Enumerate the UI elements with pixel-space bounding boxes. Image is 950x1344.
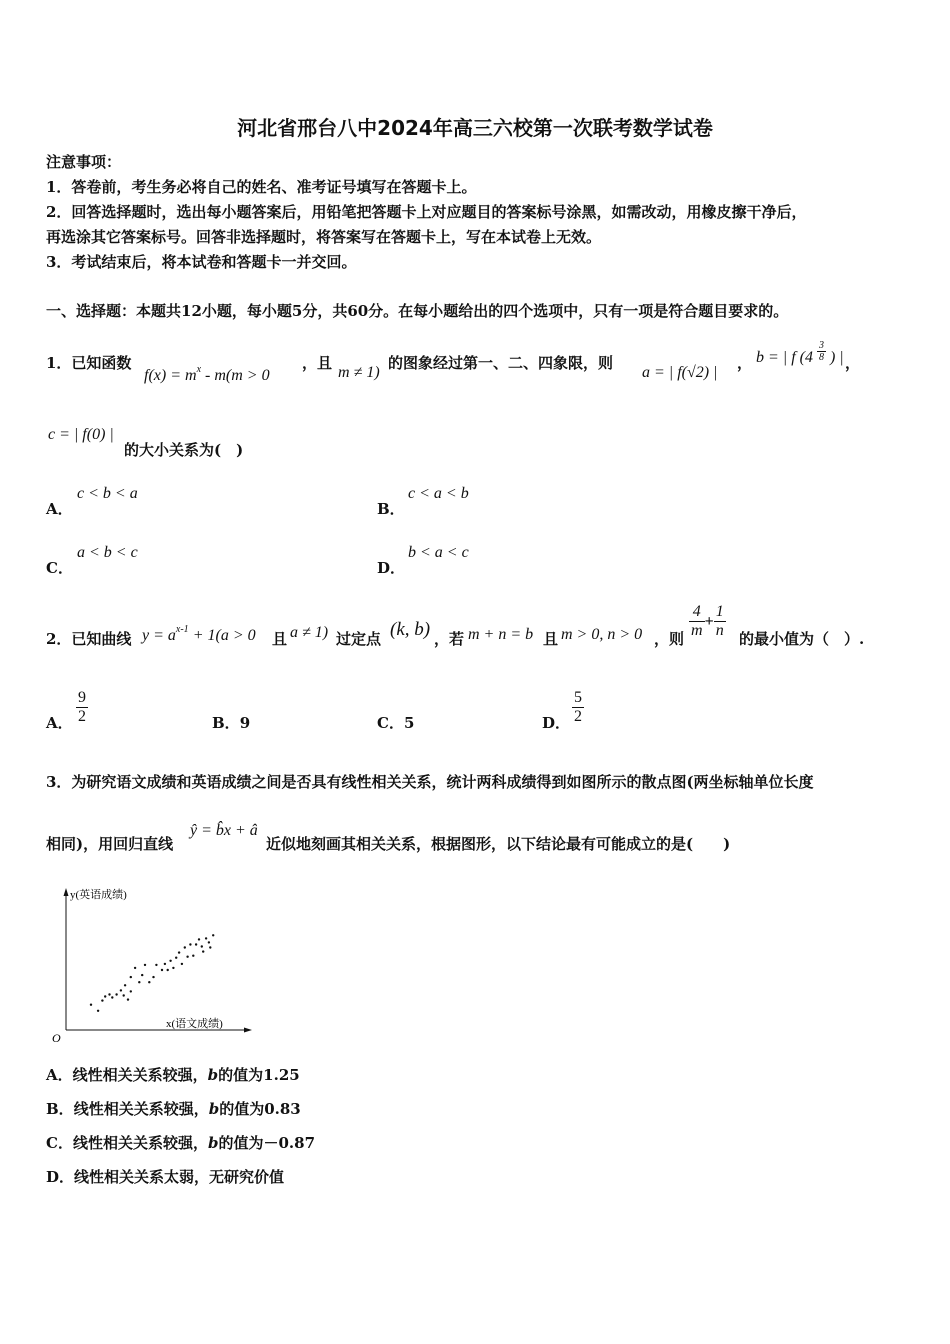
scatter-point	[97, 1010, 99, 1012]
q3-option-c[interactable]: C．线性相关关系较强，b的值为－0.87	[46, 1134, 316, 1152]
q1-option-a-value: c < b < a	[77, 485, 138, 502]
scatter-points	[90, 934, 215, 1012]
scatter-point	[181, 963, 183, 965]
scatter-point	[130, 976, 132, 978]
q2-text-3: ，若	[434, 630, 465, 648]
scatter-point	[192, 955, 194, 957]
q2-fraction-2: $\frac{1}{n}$	[715, 603, 724, 639]
q1-option-b-label[interactable]: B．	[377, 500, 405, 518]
q2-text-2: 过定点	[336, 630, 382, 648]
q1-c-expr: c = | f(0) |	[48, 426, 114, 443]
scatter-point	[178, 951, 180, 953]
scatter-point	[202, 950, 204, 952]
q3-option-a[interactable]: A．线性相关关系较强，b的值为1.25	[46, 1066, 300, 1084]
note-item: 再选涂其它答案标号。回答非选择题时，将答案写在答题卡上，写在本试卷上无效。	[46, 228, 602, 246]
scatter-point	[120, 989, 122, 991]
scatter-point	[115, 993, 117, 995]
q1-option-d-value: b < a < c	[408, 544, 469, 561]
scatter-point	[123, 994, 125, 996]
scatter-point	[127, 998, 129, 1000]
q2-text-6: 的最小值为（ ）.	[739, 630, 865, 648]
q3-option-d[interactable]: D．线性相关关系太弱，无研究价值	[46, 1168, 285, 1186]
q1-stem	[46, 352, 131, 373]
scatter-point	[175, 957, 177, 959]
scatter-point	[108, 993, 110, 995]
q1-function: $f(x) = m^x - m(m > 0$	[144, 364, 270, 384]
scatter-point	[161, 969, 163, 971]
q2-point: (k, b)	[390, 619, 431, 640]
scatter-point	[90, 1004, 92, 1006]
q2-text-1: 2．已知曲线	[46, 630, 132, 648]
scatter-point	[134, 967, 136, 969]
q1-text-4: 的大小关系为( )	[124, 441, 244, 459]
q2-option-a-value: $\frac{9}{2}$	[78, 689, 86, 725]
scatter-point	[172, 967, 174, 969]
q3-stem-line-2a: 相同)，用回归直线	[46, 835, 174, 853]
q3-stem-line-1: 3．为研究语文成绩和英语成绩之间是否具有线性相关关系，统计两科成绩得到如图所示的散点图(两坐标轴单位长度	[46, 773, 814, 791]
scatter-point	[195, 943, 197, 945]
q1-option-d-label[interactable]: D．	[377, 559, 406, 577]
scatter-point	[198, 938, 200, 940]
q1-sep-2: ，	[845, 354, 861, 372]
q2-expression: $\frac{4}{m}$ + $\frac{1}{n}$	[691, 603, 724, 639]
scatter-point	[141, 974, 143, 976]
scatter-point	[184, 946, 186, 948]
q2-option-d-value: $\frac{5}{2}$	[574, 689, 582, 725]
q3-regression-line: ŷ = b̂x + â	[190, 822, 258, 839]
scatter-point	[111, 996, 113, 998]
q2-curve: $y = a^{x-1} + 1(a > 0$	[142, 624, 256, 644]
q1-text-3: 的图象经过第一、二、四象限，则	[388, 354, 614, 372]
scatter-point	[130, 990, 132, 992]
x-axis-label: x(语文成绩)	[166, 1018, 223, 1030]
scatter-point	[212, 934, 214, 936]
q1-condition: m ≠ 1)	[338, 364, 380, 381]
scatter-point	[152, 976, 154, 978]
scatter-point	[104, 995, 106, 997]
note-item: 3．考试结束后，将本试卷和答题卡一并交回。	[46, 253, 357, 271]
q1-option-c-label[interactable]: C．	[46, 559, 73, 577]
q3-option-b[interactable]: B．线性相关关系较强，b的值为0.83	[46, 1100, 301, 1118]
scatter-point	[209, 946, 211, 948]
scatter-point	[155, 964, 157, 966]
q2-option-a-label[interactable]: A．	[46, 714, 73, 732]
note-item: 1．答卷前，考生务必将自己的姓名、准考证号填写在答题卡上。	[46, 178, 477, 196]
scatter-point	[164, 963, 166, 965]
q2-option-c[interactable]: C．5	[377, 714, 415, 732]
q1-text-2: ，且	[302, 354, 333, 372]
scatter-point	[186, 956, 188, 958]
q1-option-a-label[interactable]: A．	[46, 500, 73, 518]
note-item: 2．回答选择题时，选出每小题答案后，用铅笔把答题卡上对应题目的答案标号涂黑，如需改动，用橡皮擦干净后，	[46, 203, 807, 221]
q2-qie: 且	[272, 630, 288, 648]
q1-b-expr: b = | f (4 $\frac{3}{8}$ ) |	[756, 340, 844, 366]
q2-fraction-1: $\frac{4}{m}$	[691, 603, 703, 639]
page-title: 河北省邢台八中2024年高三六校第一次联考数学试卷	[237, 116, 713, 140]
section-heading: 一、选择题：本题共12小题，每小题5分，共60分。在每小题给出的四个选项中，只有一项是符合题目要求的。	[46, 302, 789, 320]
scatter-point	[205, 937, 207, 939]
x-axis-arrow-icon	[244, 1028, 252, 1033]
q1-b-exponent: $\frac{3}{8}$	[818, 340, 824, 363]
scatter-point	[138, 981, 140, 983]
q2-option-d-label[interactable]: D．	[542, 714, 571, 732]
scatter-point	[144, 964, 146, 966]
scatter-point	[148, 981, 150, 983]
q2-equation: m + n = b	[468, 626, 534, 643]
scatter-point	[201, 945, 203, 947]
q3-stem-line-2b: 近似地刻画其相关关系，根据图形，以下结论最有可能成立的是( )	[266, 835, 731, 853]
scatter-point	[167, 969, 169, 971]
q1-text-1: 1．已知函数	[46, 354, 132, 372]
q2-condition: a ≠ 1)	[290, 624, 329, 641]
q1-option-c-value: a < b < c	[77, 544, 138, 561]
scatter-point	[208, 941, 210, 943]
y-axis-label: y(英语成绩)	[70, 889, 127, 901]
origin-label: O	[52, 1031, 61, 1045]
scatter-point	[101, 999, 103, 1001]
q2-text-4: 且	[543, 630, 559, 648]
q1-sep: ，	[737, 354, 753, 372]
q2-text-5: ，则	[654, 630, 685, 648]
scatter-point	[169, 960, 171, 962]
notes-heading: 注意事项：	[46, 153, 122, 171]
scatter-point	[189, 943, 191, 945]
q3-scatter-plot	[44, 880, 254, 1045]
y-axis-arrow-icon	[64, 888, 69, 896]
q2-condition-2: m > 0, n > 0	[561, 626, 643, 643]
q1-a-expr: a = | f(√2) |	[642, 364, 718, 381]
q2-option-b[interactable]: B．9	[212, 714, 251, 732]
scatter-point	[124, 984, 126, 986]
q1-option-b-value: c < a < b	[408, 485, 469, 502]
